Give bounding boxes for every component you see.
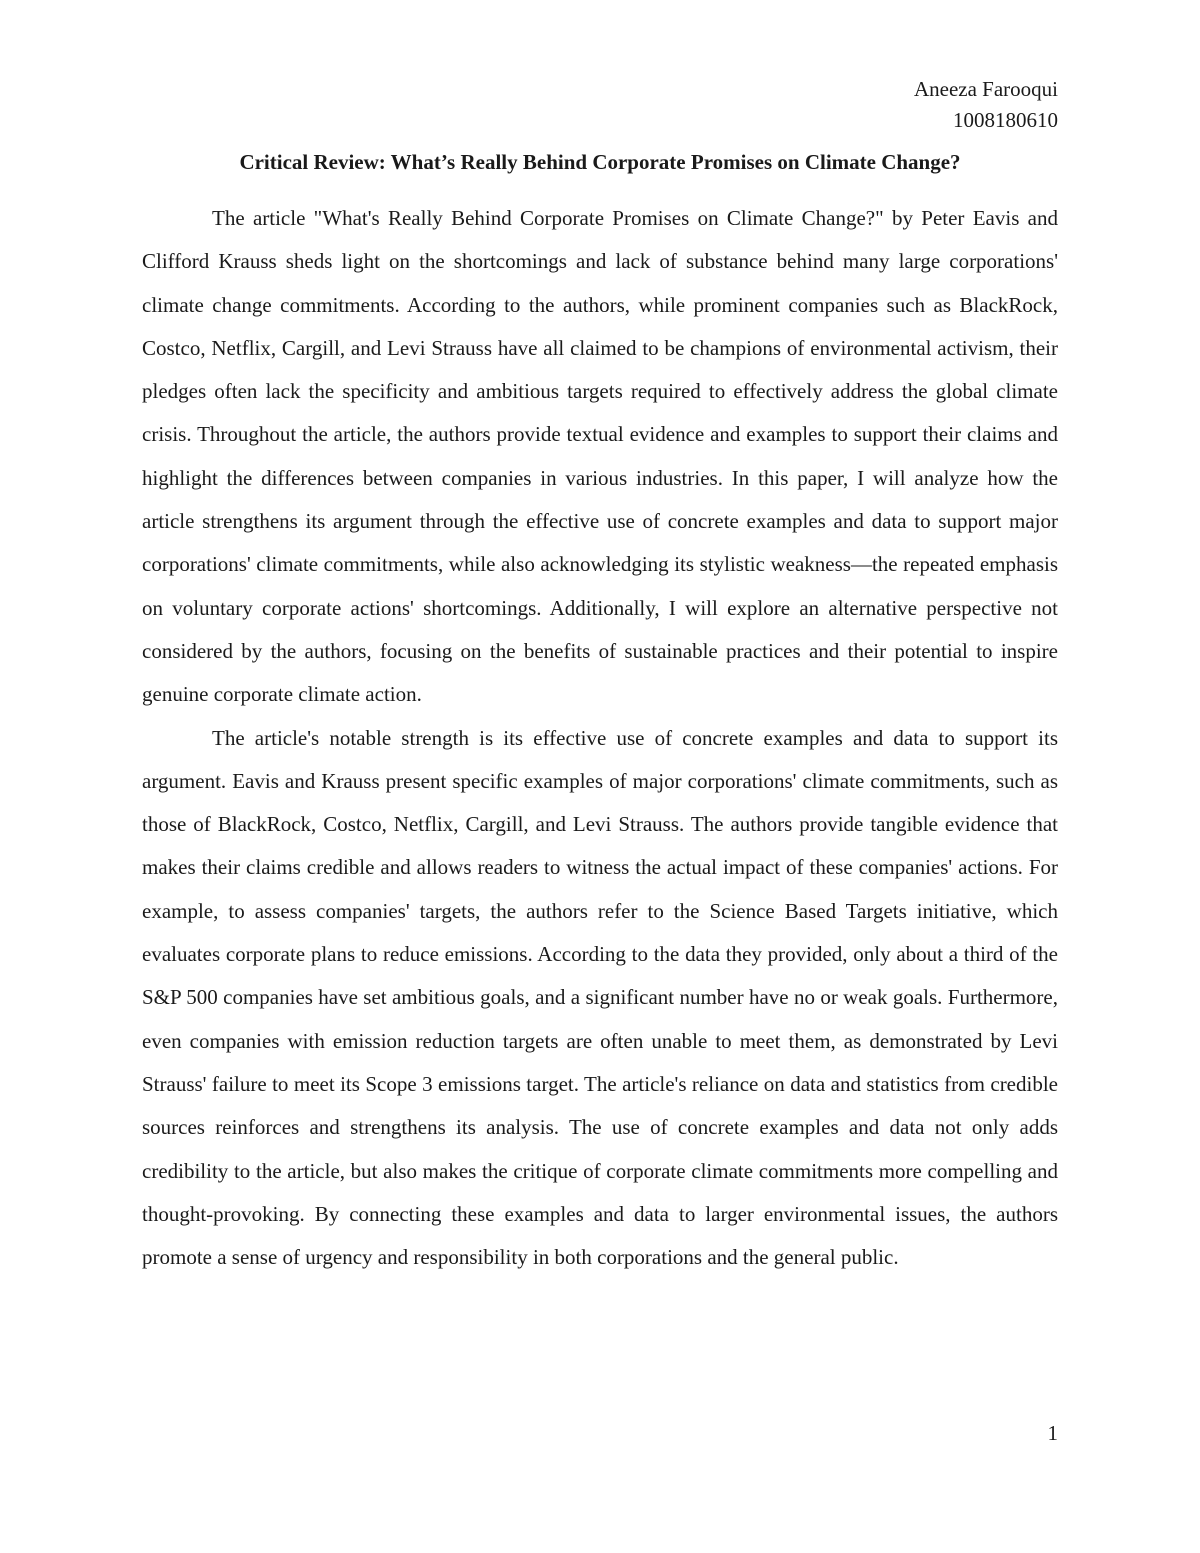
header-block	[914, 74, 1058, 136]
paragraph-2: The article's notable strength is its effective use of concrete examples and data to support its argument. Eavis and Krauss present specific examples of major corporations' climate commitments, such as those of BlackRock, Costco, Netflix, Cargill, and Levi Strauss. The authors provide tangible evidence that makes their claims credible and allows readers to witness the actual impact of these companies' actions. For example, to assess companies' targets, the authors refer to the Science Based Targets initiative, which evaluates corporate plans to reduce emissions. According to the data they provided, only about a third of the S&P 500 companies have set ambitious goals, and a significant number have no or weak goals. Furthermore, even companies with emission reduction targets are often unable to meet them, as demonstrated by Levi Strauss' failure to meet its Scope 3 emissions target. The article's reliance on data and statistics from credible sources reinforces and strengthens its analysis. The use of concrete examples and data not only adds credibility to the article, but also makes the critique of corporate climate commitments more compelling and thought-provoking. By connecting these examples and data to larger environmental issues, the authors promote a sense of urgency and responsibility in both corporations and the general public.	[142, 725, 1058, 1270]
author-name: Aneeza Farooqui	[913, 77, 1058, 101]
page-number: 1	[1047, 1421, 1058, 1445]
student-id: 1008180610	[953, 108, 1058, 132]
document-body	[142, 197, 1058, 1279]
document-title: Critical Review: What’s Really Behind Corporate Promises on Climate Change?	[239, 150, 961, 174]
paragraph-1: The article "What's Really Behind Corporate Promises on Climate Change?" by Peter Eavis and Clifford Krauss sheds light on the shortcomings and lack of substance behind many large corporations' climate change commitments. According to the authors, while prominent companies such as BlackRock, Costco, Netflix, Cargill, and Levi Strauss have all claimed to be champions of environmental activism, their pledges often lack the specificity and ambitious targets required to effectively address the global climate crisis. Throughout the article, the authors provide textual evidence and examples to support their claims and highlight the differences between companies in various industries. In this paper, I will analyze how the article strengthens its argument through the effective use of concrete examples and data to support major corporations' climate commitments, while also acknowledging its stylistic weakness—the repeated emphasis on voluntary corporate actions' shortcomings. Additionally, I will explore an alternative perspective not considered by the authors, focusing on the benefits of sustainable practices and their potential to inspire genuine corporate climate action.	[142, 206, 1058, 707]
